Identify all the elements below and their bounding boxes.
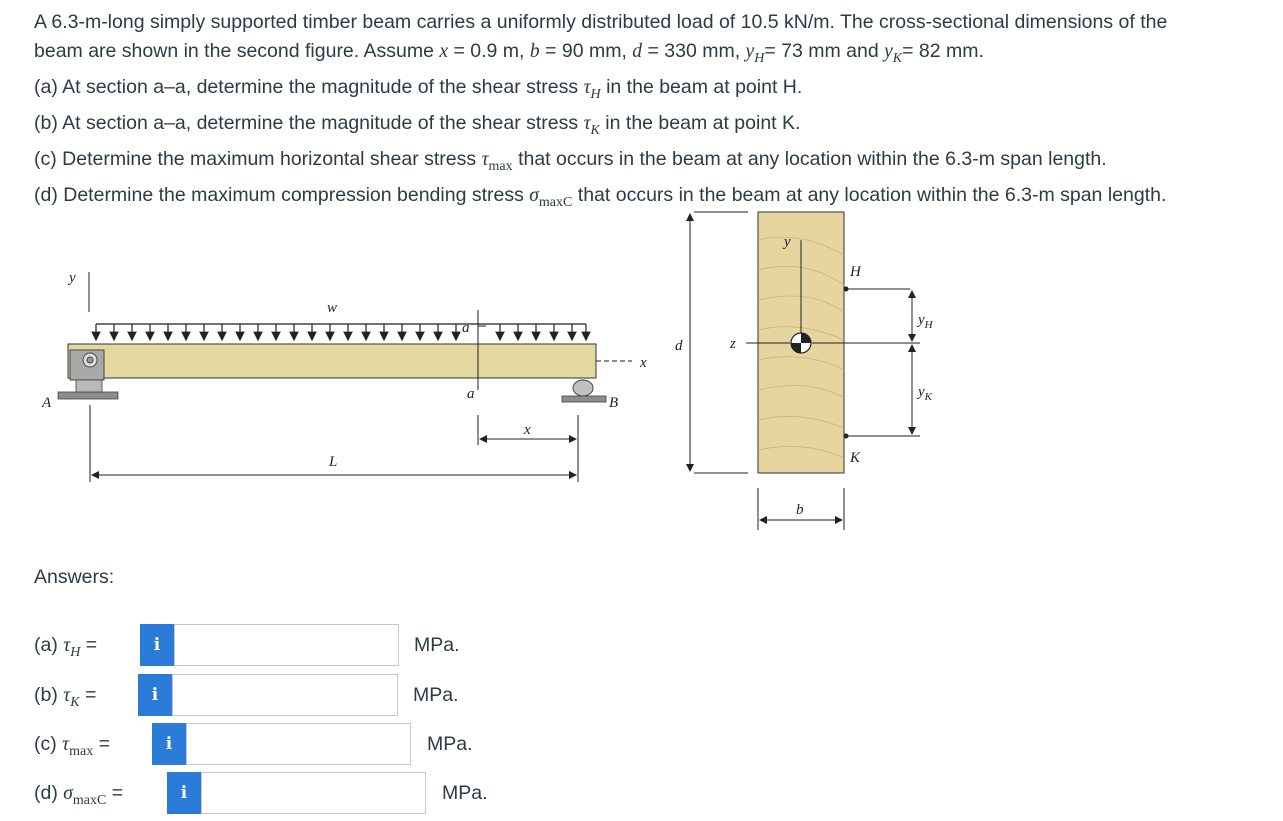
cross-section bbox=[675, 212, 934, 530]
d-dimension-label: d bbox=[675, 338, 683, 354]
answer-c-unit: MPa. bbox=[427, 733, 473, 755]
section-a-top-label: a bbox=[462, 320, 470, 336]
x-axis-label: x bbox=[640, 355, 647, 371]
beam bbox=[68, 344, 596, 378]
yK-label: $y_K$ bbox=[918, 384, 933, 403]
point-K-label: K bbox=[850, 450, 861, 466]
answer-d-unit: MPa. bbox=[442, 782, 488, 804]
answer-a-label: (a) $\tau_H$ = bbox=[34, 634, 98, 660]
answers-title: Answers: bbox=[34, 566, 115, 588]
beam-figure bbox=[30, 200, 960, 540]
answer-b-unit: MPa. bbox=[413, 684, 459, 706]
section-z-label: z bbox=[730, 336, 736, 352]
answer-d-input[interactable] bbox=[201, 772, 426, 814]
question-a: (a) At section a–a, determine the magnitude of the shear stress $\tau_H$ in the beam at point H. bbox=[34, 76, 803, 102]
L-dimension-label: L bbox=[329, 454, 338, 470]
answer-a-unit: MPa. bbox=[414, 634, 460, 656]
yH-label: $y_H$ bbox=[918, 312, 933, 331]
answer-c-input[interactable] bbox=[186, 723, 411, 765]
section-a-bottom-label: a bbox=[467, 386, 475, 402]
info-button-b[interactable]: i bbox=[138, 674, 172, 716]
b-dimension-label: b bbox=[796, 502, 804, 518]
info-button-d[interactable]: i bbox=[167, 772, 201, 814]
info-button-a[interactable]: i bbox=[140, 624, 174, 666]
answer-b-input[interactable] bbox=[172, 674, 398, 716]
roller-support-B bbox=[562, 380, 606, 402]
question-b: (b) At section a–a, determine the magnitude of the shear stress $\tau_K$ in the beam at point K. bbox=[34, 112, 801, 138]
answer-d-label: (d) $\sigma_{maxC}$ = bbox=[34, 782, 124, 808]
section-y-label: y bbox=[784, 234, 791, 250]
answer-a-input[interactable] bbox=[174, 624, 399, 666]
load-w-label: w bbox=[327, 300, 338, 316]
problem-line-2: beam are shown in the second figure. Assume x = 0.9 m, b = 90 mm, d = 330 mm, $y_H= 73$ mm and $y_K= 82$ mm. bbox=[34, 40, 984, 66]
beam-y-label: y bbox=[69, 270, 76, 286]
question-c: (c) Determine the maximum horizontal shear stress $\tau_{max}$ that occurs in the beam at any location within the 6.3-m span length. bbox=[34, 148, 1107, 174]
answer-b-label: (b) $\tau_K$ = bbox=[34, 684, 97, 710]
info-button-c[interactable]: i bbox=[152, 723, 186, 765]
distributed-load bbox=[96, 324, 586, 340]
support-B-label: B bbox=[609, 395, 619, 411]
problem-statement bbox=[34, 8, 1274, 217]
answer-c-label: (c) $\tau_{max}$ = bbox=[34, 733, 111, 759]
support-A-label: A bbox=[42, 395, 52, 411]
problem-line-1: A 6.3-m-long simply supported timber beam carries a uniformly distributed load of 10.5 kN/m. The cross-sectional dimensions of the bbox=[34, 11, 1168, 33]
point-H-label: H bbox=[850, 264, 861, 280]
x-dimension-label: x bbox=[524, 422, 531, 438]
question-d: (d) Determine the maximum compression bending stress $\sigma_{maxC}$ that occurs in the beam at any location within the 6.3-m span length. bbox=[34, 184, 1167, 210]
